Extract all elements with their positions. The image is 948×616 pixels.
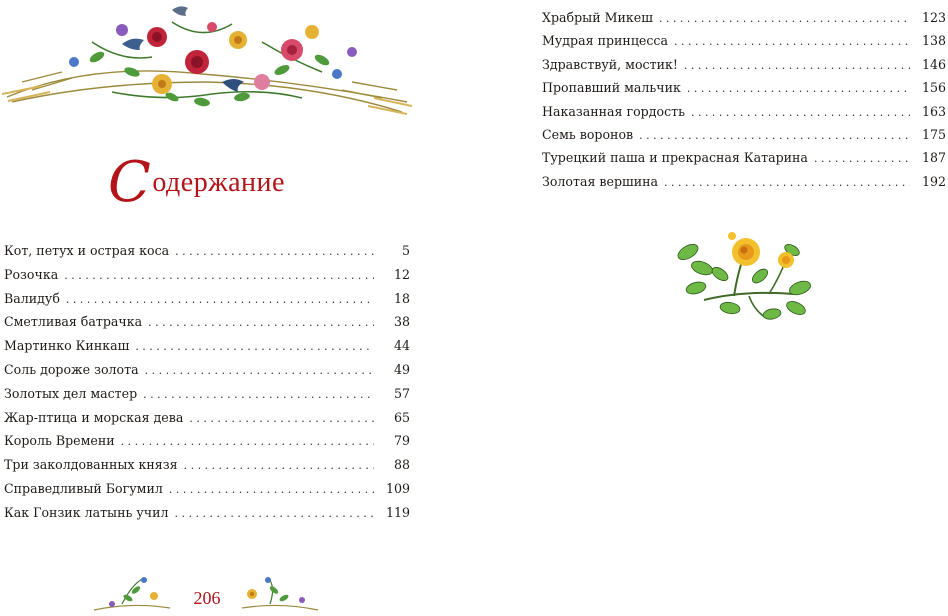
- toc-entry[interactable]: [4, 481, 410, 505]
- toc-entry-title: Валидуб: [4, 290, 60, 306]
- toc-entry-title: Храбрый Микеш: [542, 10, 653, 25]
- toc-entry[interactable]: [542, 57, 946, 80]
- toc-entry-title: Розочка: [4, 266, 59, 282]
- leader-dots: [691, 106, 910, 119]
- footer-ornament-left: [92, 574, 172, 614]
- toc-entry-title: Жар-птица и морская дева: [4, 409, 184, 425]
- leader-dots: [687, 82, 910, 95]
- leader-dots: [175, 245, 374, 258]
- leader-dots: [184, 459, 374, 472]
- rose-ornament: [674, 230, 814, 322]
- leader-dots: [674, 35, 910, 48]
- toc-entry[interactable]: [4, 386, 410, 410]
- leader-dots: [169, 483, 374, 496]
- toc-entry-page: 123: [921, 10, 946, 25]
- toc-entry-page: 138: [921, 33, 946, 49]
- title-initial: С: [108, 150, 152, 215]
- toc-entry-page: 88: [393, 457, 410, 473]
- toc-entry[interactable]: [542, 33, 946, 56]
- toc-entry-title: Три заколдованных князя: [4, 457, 178, 473]
- toc-entry-page: 146: [921, 56, 946, 72]
- footer-ornament-right: [240, 574, 320, 614]
- toc-entry-title: Наказанная гордость: [542, 103, 685, 119]
- toc-entry-title: Золотых дел мастер: [4, 385, 138, 401]
- page-title: [108, 150, 338, 215]
- toc-entry[interactable]: [4, 338, 410, 362]
- toc-entry-title: Здравствуй, мостик!: [542, 56, 678, 72]
- toc-entry-title: Мудрая принцесса: [542, 33, 668, 49]
- toc-entry-page: 109: [385, 480, 410, 496]
- toc-entry-title: Кот, петух и острая коса: [4, 243, 170, 258]
- toc-entry[interactable]: [4, 505, 410, 529]
- toc-entry[interactable]: [542, 174, 946, 197]
- toc-entry[interactable]: [4, 243, 410, 267]
- leader-dots: [135, 340, 374, 353]
- leader-dots: [684, 59, 910, 72]
- toc-entry[interactable]: [4, 410, 410, 434]
- title-rest: одержание: [152, 167, 285, 198]
- page-number: 206: [193, 588, 221, 608]
- toc-list-left: [4, 243, 410, 529]
- toc-entry[interactable]: [542, 104, 946, 127]
- toc-entry[interactable]: [542, 127, 946, 150]
- leader-dots: [145, 364, 374, 377]
- leader-dots: [189, 412, 374, 425]
- toc-entry-page: 38: [393, 314, 410, 330]
- leader-dots: [64, 269, 374, 282]
- toc-entry-page: 57: [393, 385, 410, 401]
- toc-entry-page: 18: [393, 290, 410, 306]
- toc-entry-page: 119: [385, 504, 410, 520]
- toc-entry-title: Семь воронов: [542, 126, 634, 142]
- toc-entry-page: 156: [921, 80, 946, 96]
- toc-entry[interactable]: [4, 267, 410, 291]
- leader-dots: [148, 316, 374, 329]
- toc-entry[interactable]: [542, 10, 946, 33]
- toc-entry-page: 192: [921, 173, 946, 189]
- toc-entry[interactable]: [542, 150, 946, 173]
- leader-dots: [664, 176, 910, 189]
- toc-entry-title: Золотая вершина: [542, 173, 659, 189]
- toc-entry-page: 12: [393, 266, 410, 282]
- leader-dots: [66, 293, 374, 306]
- floral-wreath-ornament: [2, 2, 412, 122]
- toc-entry-title: Как Гонзик латынь учил: [4, 504, 169, 520]
- toc-entry-title: Соль дороже золота: [4, 361, 139, 377]
- right-page: [474, 0, 948, 616]
- toc-entry-page: 187: [921, 150, 946, 166]
- toc-entry-page: 65: [393, 409, 410, 425]
- leader-dots: [143, 388, 374, 401]
- leader-dots: [174, 507, 374, 520]
- toc-entry[interactable]: [4, 433, 410, 457]
- toc-entry-page: 5: [401, 243, 410, 258]
- toc-entry-page: 79: [393, 433, 410, 449]
- leader-dots: [814, 152, 910, 165]
- toc-entry[interactable]: [4, 457, 410, 481]
- toc-entry-title: Турецкий паша и прекрасная Катарина: [542, 150, 808, 166]
- leader-dots: [121, 435, 374, 448]
- leader-dots: [639, 129, 910, 142]
- toc-entry[interactable]: [4, 314, 410, 338]
- toc-entry-title: Сметливая батрачка: [4, 314, 143, 330]
- toc-entry-title: Справедливый Богумил: [4, 480, 163, 496]
- leader-dots: [659, 12, 910, 25]
- toc-entry-page: 44: [393, 338, 410, 354]
- toc-entry-page: 49: [393, 361, 410, 377]
- toc-entry[interactable]: [542, 80, 946, 103]
- toc-entry-page: 163: [921, 103, 946, 119]
- toc-entry-title: Мартинко Кинкаш: [4, 338, 130, 354]
- toc-entry[interactable]: [4, 362, 410, 386]
- toc-list-right: [542, 10, 946, 197]
- toc-entry-page: 175: [921, 126, 946, 142]
- toc-entry[interactable]: [4, 291, 410, 315]
- toc-entry-title: Пропавший мальчик: [542, 80, 681, 96]
- toc-entry-title: Король Времени: [4, 433, 115, 449]
